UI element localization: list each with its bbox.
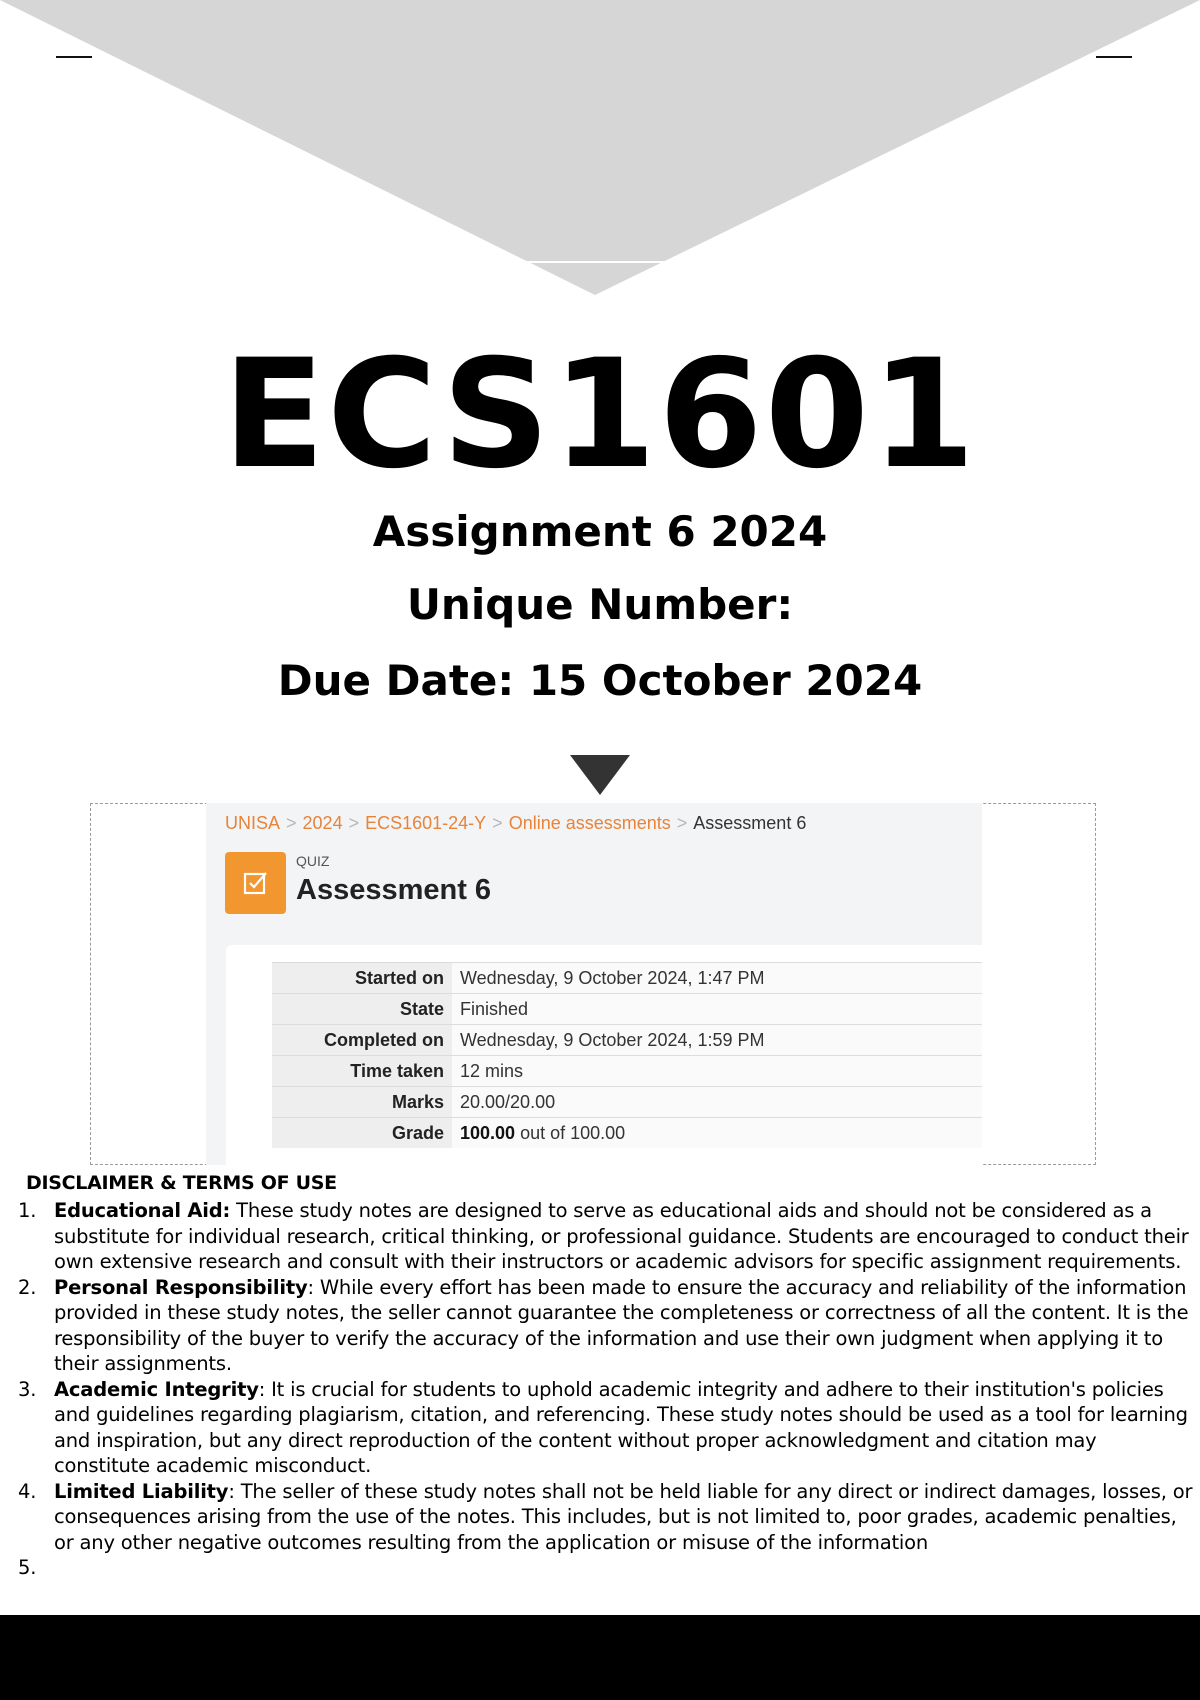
list-item xyxy=(18,1479,1194,1556)
breadcrumb-item-course[interactable]: ECS1601-24-Y xyxy=(365,813,487,833)
disclaimer-list xyxy=(18,1198,1194,1579)
breadcrumb-item-current: Assessment 6 xyxy=(693,813,807,833)
quiz-checkbox-icon xyxy=(225,852,286,914)
row-label: Completed on xyxy=(272,1025,452,1056)
bottom-black-band xyxy=(0,1615,1200,1700)
quiz-type-label: QUIZ xyxy=(296,853,330,869)
row-label: Marks xyxy=(272,1087,452,1118)
row-value: 12 mins xyxy=(452,1056,982,1087)
attempt-summary-table xyxy=(272,962,982,1148)
row-value xyxy=(452,1118,982,1149)
item-number: 4. xyxy=(18,1479,37,1503)
list-item xyxy=(18,1198,1194,1275)
table-row xyxy=(272,963,982,994)
item-heading: Educational Aid: xyxy=(54,1199,231,1222)
unique-number: Unique Number: xyxy=(406,580,794,629)
corner-dash-left xyxy=(56,56,92,58)
list-item xyxy=(18,1275,1194,1377)
row-label: Started on xyxy=(272,963,452,994)
course-code: ECS1601 xyxy=(222,328,978,502)
table-row xyxy=(272,1056,982,1087)
table-row xyxy=(272,1118,982,1149)
quiz-title: Assessment 6 xyxy=(296,874,492,906)
list-item xyxy=(18,1377,1194,1479)
breadcrumb-separator: > xyxy=(348,813,360,833)
breadcrumb-separator: > xyxy=(492,813,503,833)
assignment-title: Assignment 6 2024 xyxy=(372,507,828,556)
due-date: Due Date: 15 October 2024 xyxy=(277,656,923,705)
row-value: Finished xyxy=(452,994,982,1025)
row-label: State xyxy=(272,994,452,1025)
row-label: Time taken xyxy=(272,1056,452,1087)
corner-dash-right xyxy=(1096,56,1132,58)
item-text: : The seller of these study notes shall not be held liable for any direct or indirect damages, losses, or consequences arising from the use of the notes. This includes, but is not limited to, poor grades, academic penalties, or any other negative outcomes resulting from the application or misuse of the information xyxy=(54,1479,1193,1554)
row-value: Wednesday, 9 October 2024, 1:59 PM xyxy=(452,1025,982,1056)
row-value: 20.00/20.00 xyxy=(452,1087,982,1118)
disclaimer-title: DISCLAIMER & TERMS OF USE xyxy=(26,1172,337,1194)
item-heading: Personal Responsibility xyxy=(54,1275,308,1299)
item-number: 1. xyxy=(18,1199,37,1222)
table-row xyxy=(272,1025,982,1056)
breadcrumb-item-year[interactable]: 2024 xyxy=(302,813,343,833)
breadcrumb-separator: > xyxy=(286,813,297,833)
breadcrumb xyxy=(225,812,806,834)
down-triangle-icon xyxy=(570,755,630,795)
item-number: 2. xyxy=(18,1275,37,1299)
breadcrumb-separator: > xyxy=(676,813,688,833)
header-chevron xyxy=(0,0,1200,300)
item-text: : It is crucial for students to uphold academic integrity and adhere to their institution's policies and guidelines regarding plagiarism, citation, and referencing. These study notes should be used as a tool for learning and inspiration, but any direct reproduction of the content without proper acknowledgment and citation may constitute academic misconduct. xyxy=(54,1377,1188,1477)
item-number: 5. xyxy=(18,1556,37,1579)
row-value: Wednesday, 9 October 2024, 1:47 PM xyxy=(452,963,982,994)
item-text: These study notes are designed to serve as educational aids and should not be considered as a substitute for individual research, critical thinking, or professional guidance. Students are encouraged to conduct their own extensive research and consult with their instructors or academic advisors for specific assignment requirements. xyxy=(54,1199,1189,1273)
grade-score: 100.00 xyxy=(460,1122,516,1143)
table-row xyxy=(272,1087,982,1118)
item-number: 3. xyxy=(18,1377,37,1401)
grade-out-of: out of 100.00 xyxy=(515,1122,626,1143)
item-heading: Academic Integrity xyxy=(54,1377,259,1401)
table-row xyxy=(272,994,982,1025)
item-text: : While every effort has been made to ensure the accuracy and reliability of the information provided in these study notes, the seller cannot guarantee the completeness or correctness of all the content. It is the responsibility of the buyer to verify the accuracy of the information and use their own judgment when applying it to their assignments. xyxy=(54,1275,1189,1375)
breadcrumb-item-unisa[interactable]: UNISA xyxy=(225,813,281,833)
row-label: Grade xyxy=(272,1118,452,1149)
item-heading: Limited Liability xyxy=(54,1479,229,1503)
breadcrumb-item-online-assessments[interactable]: Online assessments xyxy=(508,813,671,833)
